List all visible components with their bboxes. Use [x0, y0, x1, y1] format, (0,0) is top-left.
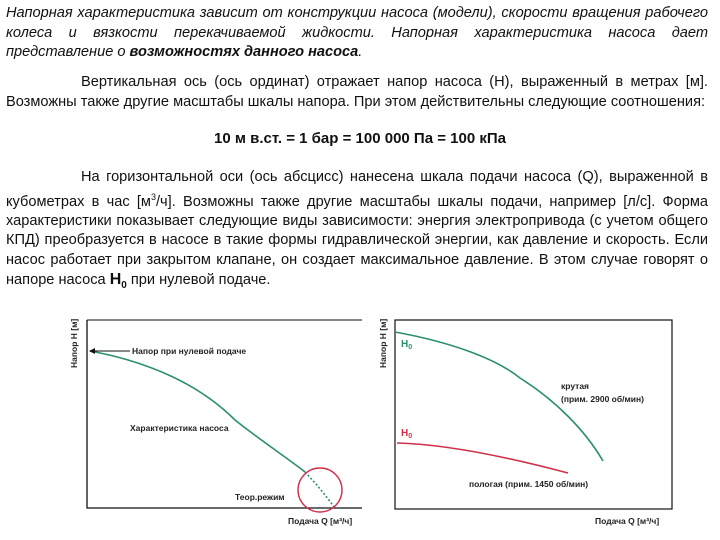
chart-right — [378, 319, 672, 526]
zero-flow-label: Напор при нулевой подаче — [132, 346, 247, 356]
h0-steep-label: $H_0$ — [401, 339, 413, 351]
vertical-axis-paragraph: Вертикальная ось (ось ординат) отражает напор насоса (H), выраженный в метрах [м]. Возможны также другие масштабы шкалы напора. При этом действительны следующие соотношения: — [6, 74, 708, 110]
left-y-label: Напор H [м] — [69, 318, 79, 368]
p3-h: H — [109, 271, 122, 289]
units-formula: 10 м в.ст. = 1 бар = 100 000 Па = 100 кПа — [214, 130, 506, 147]
arrow-head-icon — [89, 348, 95, 354]
flat-curve — [397, 443, 568, 473]
p3-sub: 0 — [121, 280, 127, 292]
theoretical-mode-circle — [298, 468, 342, 512]
right-x-label: Подача Q [м³/ч] — [595, 516, 660, 526]
right-y-label: Напор H [м] — [378, 318, 388, 368]
p3-text3: при нулевой подаче. — [126, 272, 271, 289]
steep-label-2: (прим. 2900 об/мин) — [561, 394, 644, 404]
chart-left — [69, 319, 362, 526]
curve-label: Характеристика насоса — [130, 423, 229, 433]
intro-bold: возможностях данного насоса — [129, 44, 359, 60]
p3-text2: /ч]. Возможны также другие масштабы шкалы подачи, например [л/с]. Форма характеристики показывает следующие виды зависимости: энергия электропривода (с учетом общего КПД) преобразуется в насосе в такие формы гидравлической энергии, как давление и скорость. Если насос работает при закрытом клапане, он создает максимальное давление. В этом случае говорят о напоре насоса — [6, 193, 708, 289]
theoretical-label: Теор.режим — [235, 492, 285, 502]
intro-end: . — [358, 44, 363, 60]
h0-flat-label: $H_0$ — [401, 428, 413, 440]
left-curve-dashed — [305, 472, 334, 507]
steep-label-1: крутая — [561, 381, 590, 391]
p3-text1: На горизонтальной оси (ось абсцисс) нанесена шкала подачи насоса (Q), выраженной в кубометрах в час [м — [6, 169, 708, 210]
intro-text: Напорная характеристика зависит от конструкции насоса (модели), скорости вращения рабочего колеса и вязкости перекачиваемой жидкости. Напорная характеристика насоса дает представление о — [6, 5, 708, 60]
flat-label: пологая (прим. 1450 об/мин) — [469, 479, 589, 489]
left-pump-curve — [90, 351, 305, 472]
p3-sup: 3 — [150, 191, 156, 202]
left-x-label: Подача Q [м³/ч] — [288, 516, 353, 526]
